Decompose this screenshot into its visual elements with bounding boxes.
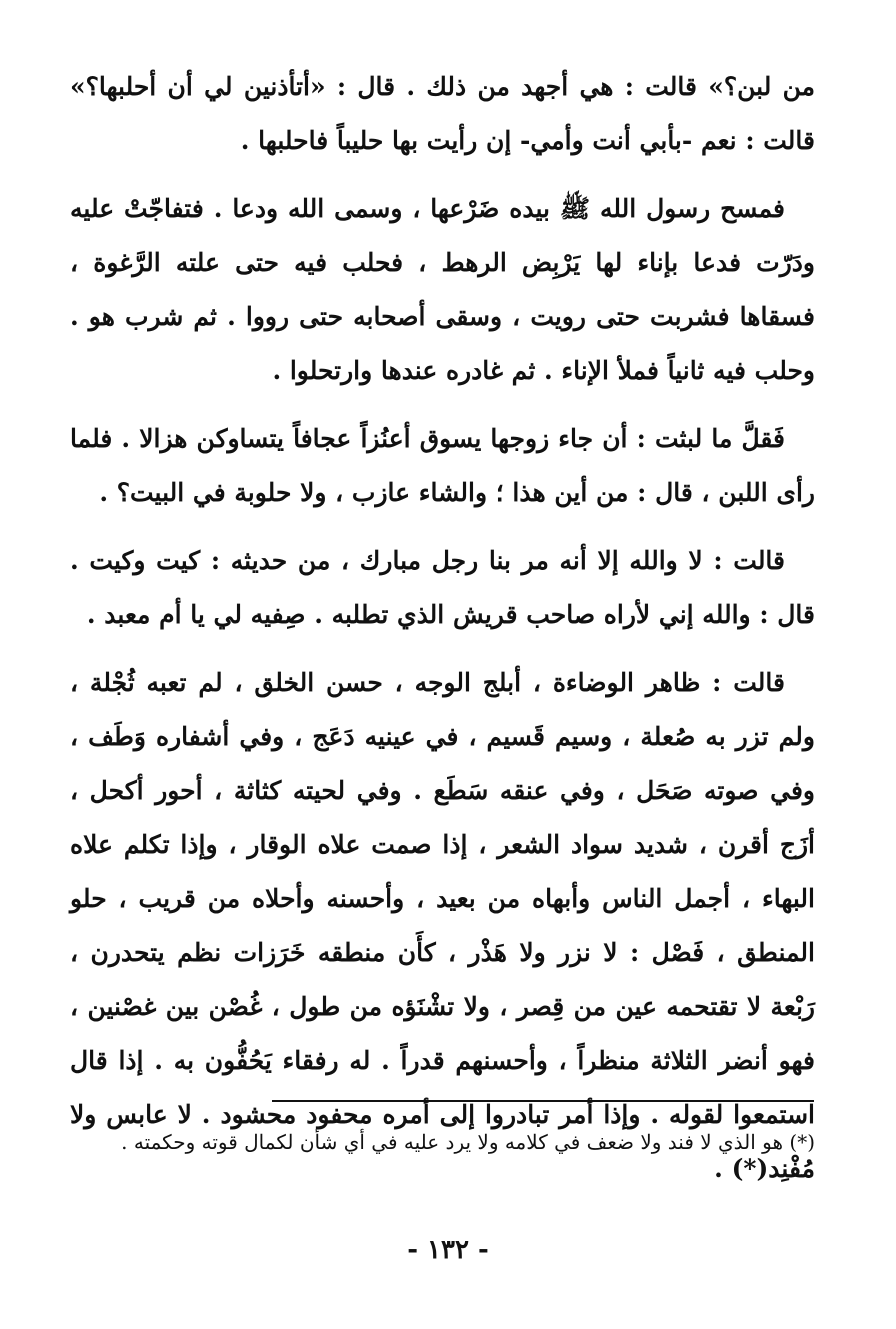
footnote-divider xyxy=(272,1100,814,1102)
footnote: (*) هو الذي لا فند ولا ضعف في كلامه ولا يرد عليه في أي شأن لكمال قوته وحكمته . xyxy=(121,1130,815,1154)
paragraph-3: فَقلَّ ما لبثت : أن جاء زوجها يسوق أعنُزاً عجافاً يتساوكن هزالا . فلما رأى اللبن ، قال : من أين هذا ؛ والشاء عازب ، ولا حلوبة في البيت؟ . xyxy=(70,424,815,507)
paragraph-1: من لبن؟» قالت : هي أجهد من ذلك . قال : «أتأذنين لي أن أحلبها؟» قالت : نعم -بأبي أنت وأمي- إن رأيت بها حليباً فاحلبها . xyxy=(70,72,815,155)
paragraph-5: قالت : ظاهر الوضاءة ، أبلج الوجه ، حسن الخلق ، لم تعبه ثُجْلة ، ولم تزر به صُعلة ، وسيم قَسيم ، في عينيه دَعَج ، وفي أشفاره وَطَف ، وفي صوته صَحَل ، وفي عنقه سَطَع . وفي لحيته كثاثة ، أحور أكحل ، أزَج أقرن ، شديد سواد الشعر ، إذا صمت علاه الوقار ، وإذا تكلم علاه البهاء ، أجمل الناس وأبهاه من بعيد ، وأحسنه وأحلاه من قريب ، حلو المنطق ، فَصْل : لا نزر ولا هَذْر ، كأَن منطقه خَرَزات نظم يتحدرن ، رَبْعة لا تقتحمه عين من قِصر ، ولا تشْنَؤه من طول ، غُصْن بين غصْنين ، فهو أنضر الثلاثة منظراً ، وأحسنهم قدراً . له رفقاء يَحُفُّون به . إذا قال استمعوا لقوله . وإذا أمر تبادروا إلى أمره محفود محشود . لا عابس ولا مُفْنِد(*) . xyxy=(70,668,815,1183)
paragraph-2: فمسح رسول الله ﷺ بيده ضَرْعها ، وسمى الله ودعا . فتفاجّتْ عليه ودَرّت فدعا بإناء لها يَرْبِض الرهط ، فحلب فيه حتى علته الرَّغوة ، فسقاها فشربت حتى رويت ، وسقى أصحابه حتى رووا . ثم شرب هو . وحلب فيه ثانياً فملأ الإناء . ثم غادره عندها وارتحلوا . xyxy=(70,194,815,385)
page-number: - ١٣٢ - xyxy=(407,1235,489,1265)
page-body xyxy=(70,60,815,1210)
paragraph-4: قالت : لا والله إلا أنه مر بنا رجل مبارك ، من حديثه : كيت وكيت . قال : والله إني لأراه صاحب قريش الذي تطلبه . صِفيه لي يا أم معبد . xyxy=(70,546,815,629)
